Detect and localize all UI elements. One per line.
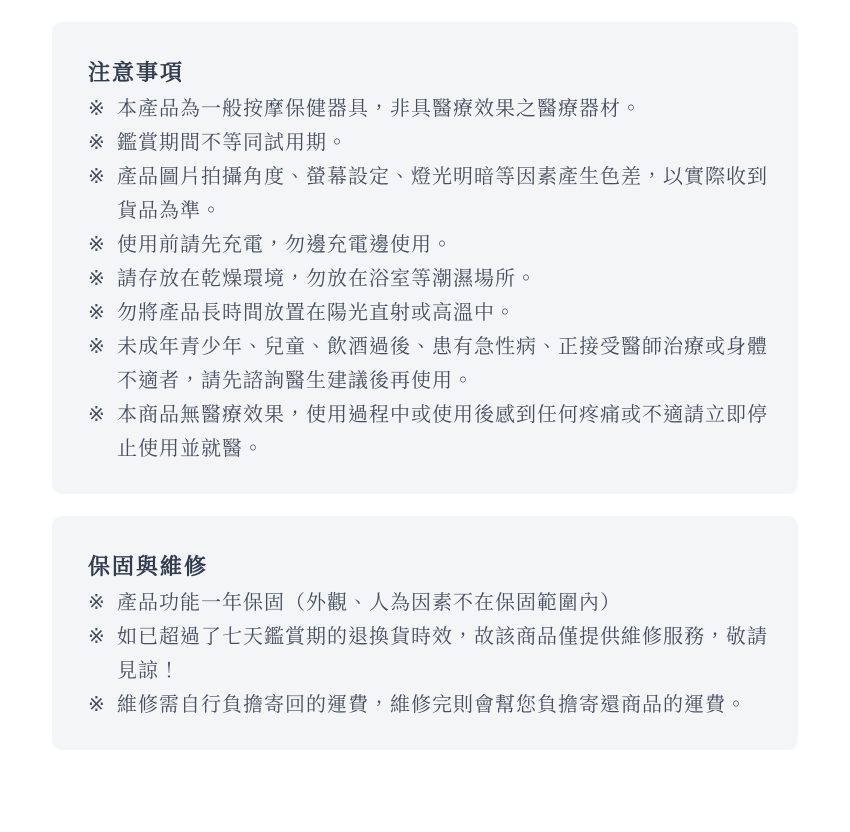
notice-item xyxy=(88,620,770,688)
reference-mark-icon: ※ xyxy=(88,98,106,120)
reference-mark-icon: ※ xyxy=(88,404,106,426)
notice-item xyxy=(88,330,770,398)
reference-mark-icon: ※ xyxy=(88,234,106,256)
notice-item-text: 使用前請先充電，勿邊充電邊使用。 xyxy=(117,234,453,256)
warranty-list xyxy=(88,586,770,722)
notice-item xyxy=(88,126,770,160)
warranty-section-title: 保固與維修 xyxy=(88,554,209,579)
reference-mark-icon: ※ xyxy=(88,132,106,154)
notice-item xyxy=(88,398,770,466)
notice-item-text: 產品圖片拍攝角度、螢幕設定、燈光明暗等因素產生色差，以實際收到貨品為準。 xyxy=(117,166,768,222)
notice-item xyxy=(88,228,770,262)
notice-item-text: 產品功能一年保固（外觀、人為因素不在保固範圍內） xyxy=(117,592,621,614)
notice-item-text: 未成年青少年、兒童、飲酒過後、患有急性病、正接受醫師治療或身體不適者，請先諮詢醫生建議後再使用。 xyxy=(117,336,768,392)
notice-item-text: 本產品為一般按摩保健器具，非具醫療效果之醫療器材。 xyxy=(117,98,642,120)
notice-item xyxy=(88,296,770,330)
reference-mark-icon: ※ xyxy=(88,694,106,716)
notice-item-text: 鑑賞期間不等同試用期。 xyxy=(117,132,348,154)
reference-mark-icon: ※ xyxy=(88,592,106,614)
notice-item-text: 勿將產品長時間放置在陽光直射或高溫中。 xyxy=(117,302,516,324)
warranty-card xyxy=(52,516,798,750)
notice-item xyxy=(88,92,770,126)
notice-section-title: 注意事項 xyxy=(88,60,185,85)
reference-mark-icon: ※ xyxy=(88,336,106,358)
notice-item-text: 維修需自行負擔寄回的運費，維修完則會幫您負擔寄還商品的運費。 xyxy=(117,694,747,716)
notice-list xyxy=(88,92,770,466)
product-info-page xyxy=(0,22,850,750)
reference-mark-icon: ※ xyxy=(88,166,106,188)
notice-card xyxy=(52,22,798,494)
notice-item-text: 如已超過了七天鑑賞期的退換貨時效，故該商品僅提供維修服務，敬請見諒！ xyxy=(117,626,768,682)
notice-item-text: 請存放在乾燥環境，勿放在浴室等潮濕場所。 xyxy=(117,268,537,290)
notice-item-text: 本商品無醫療效果，使用過程中或使用後感到任何疼痛或不適請立即停止使用並就醫。 xyxy=(117,404,768,460)
reference-mark-icon: ※ xyxy=(88,626,106,648)
notice-item xyxy=(88,262,770,296)
notice-item xyxy=(88,688,770,722)
notice-item xyxy=(88,586,770,620)
reference-mark-icon: ※ xyxy=(88,302,106,324)
reference-mark-icon: ※ xyxy=(88,268,106,290)
notice-item xyxy=(88,160,770,228)
